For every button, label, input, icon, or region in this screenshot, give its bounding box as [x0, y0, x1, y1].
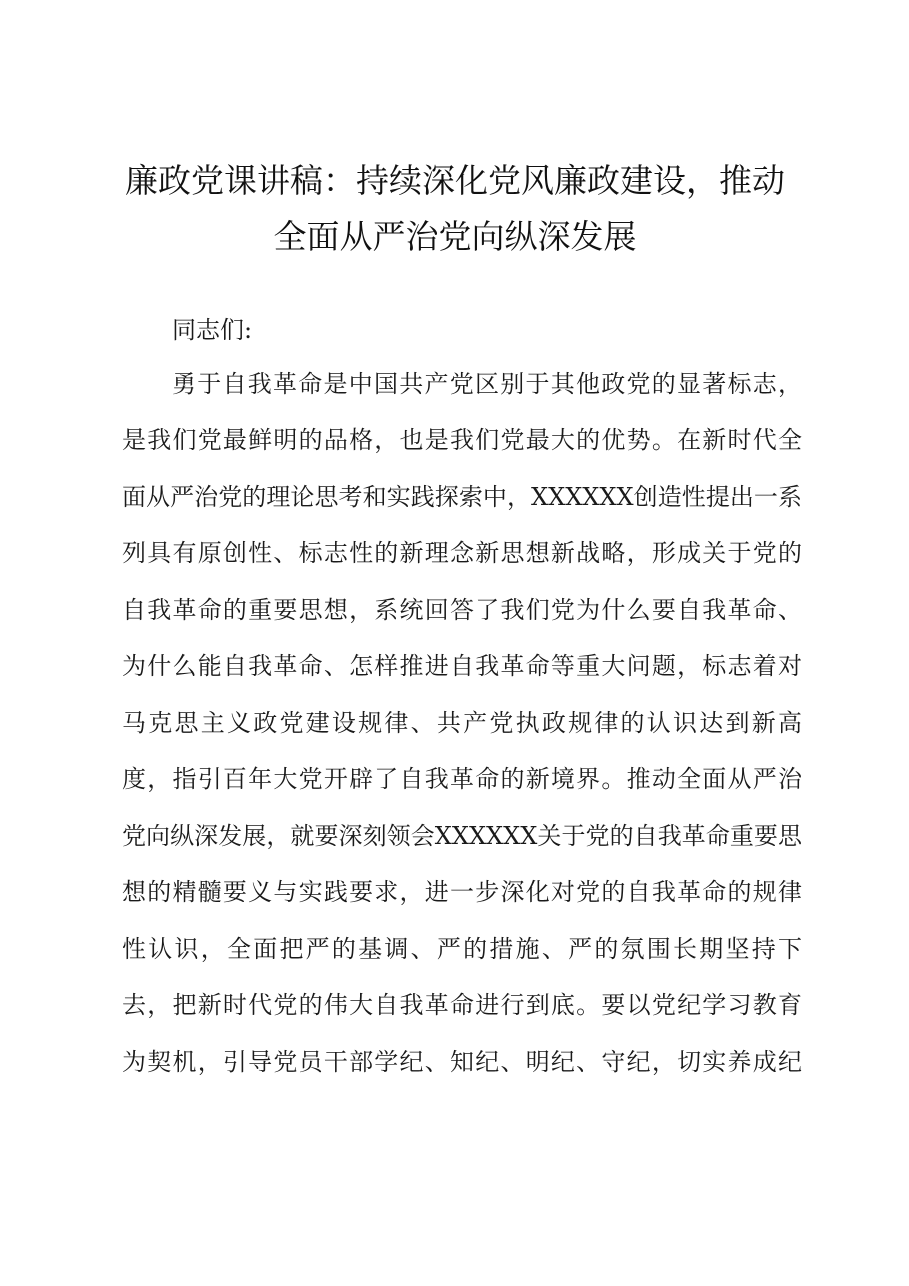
- salutation: 同志们:: [172, 316, 253, 344]
- paragraph-line: 度，指引百年大党开辟了自我革命的新境界。推动全面从严治: [122, 765, 802, 793]
- paragraph-line: 想的精髓要义与实践要求，进一步深化对党的自我革命的规律: [122, 878, 802, 906]
- paragraph-line: 自我革命的重要思想，系统回答了我们党为什么要自我革命、: [122, 596, 802, 624]
- paragraph-line: 去，把新时代党的伟大自我革命进行到底。要以党纪学习教育: [122, 991, 802, 1019]
- paragraph-line: 是我们党最鲜明的品格，也是我们党最大的优势。在新时代全: [122, 426, 802, 454]
- paragraph-line: 性认识，全面把严的基调、严的措施、严的氛围长期坚持下: [122, 935, 802, 963]
- paragraph-line: 马克思主义政党建设规律、共产党执政规律的认识达到新高: [122, 709, 802, 737]
- paragraph-line: 为契机，引导党员干部学纪、知纪、明纪、守纪，切实养成纪: [122, 1048, 802, 1076]
- paragraph-line: 党向纵深发展，就要深刻领会XXXXXX关于党的自我革命重要思: [122, 822, 802, 850]
- document-title-line-2: 全面从严治党向纵深发展: [273, 217, 637, 256]
- document-title-line-1: 廉政党课讲稿：持续深化党风廉政建设，推动: [125, 161, 785, 200]
- paragraph-line: 勇于自我革命是中国共产党区别于其他政党的显著标志，: [172, 370, 802, 398]
- paragraph-line: 列具有原创性、标志性的新理念新思想新战略，形成关于党的: [122, 539, 802, 567]
- paragraph-line: 面从严治党的理论思考和实践探索中，XXXXXX创造性提出一系: [122, 483, 802, 511]
- paragraph-line: 为什么能自我革命、怎样推进自我革命等重大问题，标志着对: [122, 652, 802, 680]
